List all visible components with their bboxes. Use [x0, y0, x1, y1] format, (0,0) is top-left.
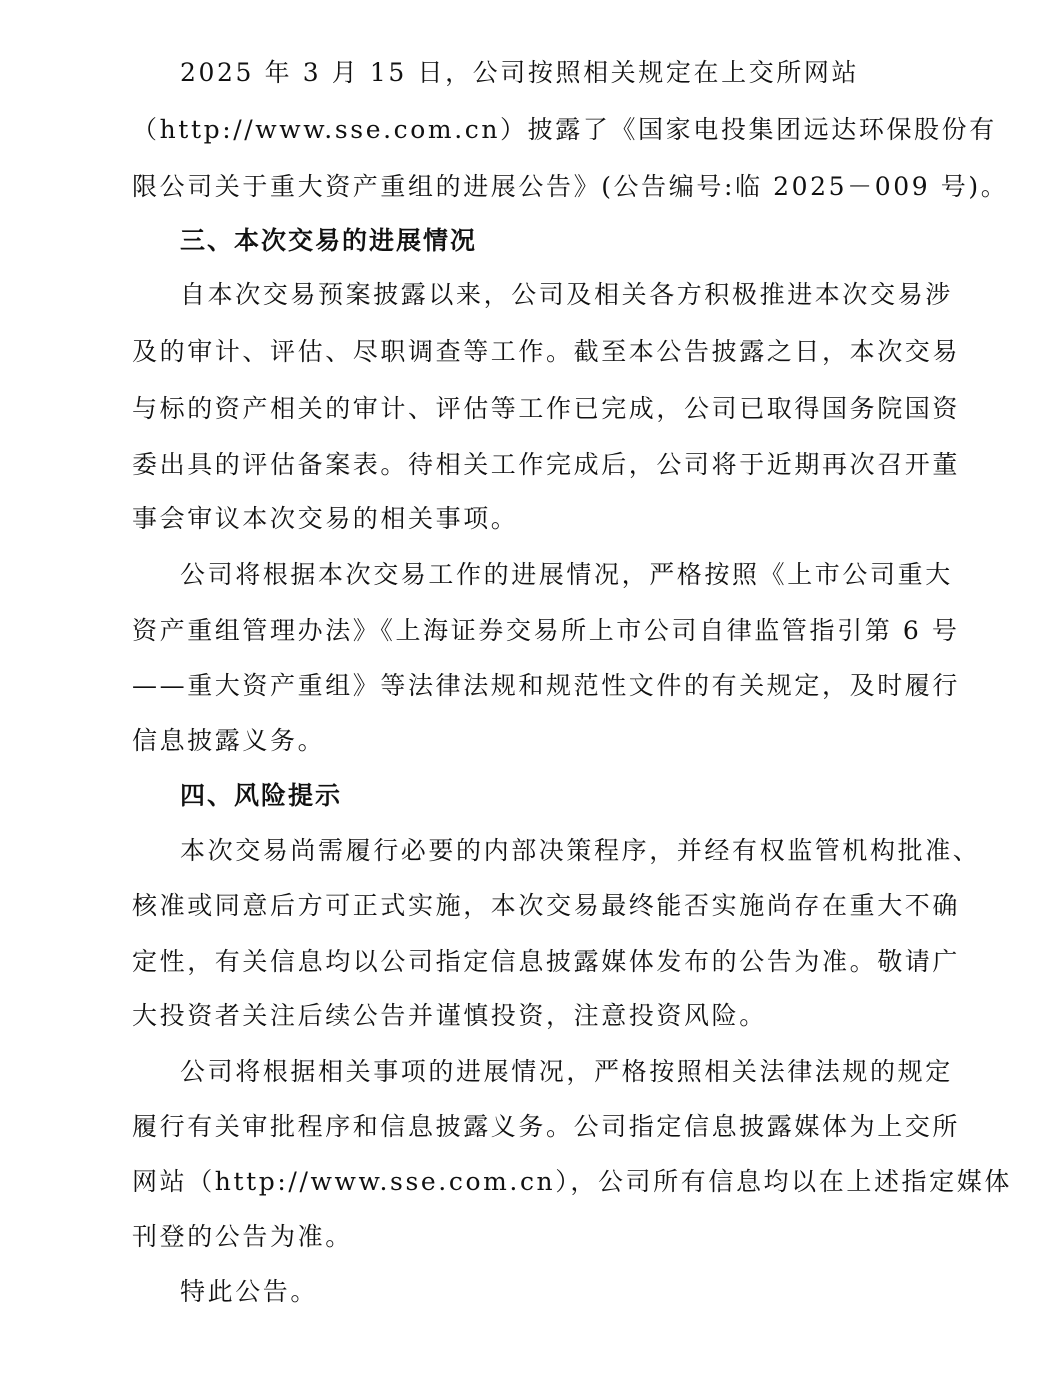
paragraph-line: 核准或同意后方可正式实施，本次交易最终能否实施尚存在重大不确: [132, 891, 961, 920]
closing-statement: 特此公告。: [180, 1277, 319, 1306]
paragraph-line: 网站（http://www.sse.com.cn），公司所有信息均以在上述指定媒体: [132, 1167, 1012, 1196]
section-3-heading: 三、本次交易的进展情况: [180, 226, 478, 255]
paragraph-line: ——重大资产重组》等法律法规和规范性文件的有关规定，及时履行: [132, 671, 961, 700]
paragraph-line: 公司将根据相关事项的进展情况，严格按照相关法律法规的规定: [180, 1057, 953, 1086]
intro-line-1: 2025 年 3 月 15 日，公司按照相关规定在上交所网站: [180, 58, 860, 87]
paragraph-line: 履行有关审批程序和信息披露义务。公司指定信息披露媒体为上交所: [132, 1112, 961, 1141]
paragraph-line: 公司将根据本次交易工作的进展情况，严格按照《上市公司重大: [180, 560, 953, 589]
paragraph-line: 大投资者关注后续公告并谨慎投资，注意投资风险。: [132, 1001, 767, 1030]
paragraph-line: 资产重组管理办法》《上海证券交易所上市公司自律监管指引第 6 号: [132, 616, 960, 645]
paragraph-line: 刊登的公告为准。: [132, 1222, 353, 1251]
paragraph-line: 委出具的评估备案表。待相关工作完成后，公司将于近期再次召开董: [132, 450, 961, 479]
intro-line-3: 限公司关于重大资产重组的进展公告》(公告编号:临 2025－009 号)。: [132, 172, 1009, 201]
paragraph-line: 与标的资产相关的审计、评估等工作已完成，公司已取得国务院国资: [132, 394, 961, 423]
paragraph-line: 及的审计、评估、尽职调查等工作。截至本公告披露之日，本次交易: [132, 337, 961, 366]
paragraph-line: 定性，有关信息均以公司指定信息披露媒体发布的公告为准。敬请广: [132, 947, 961, 976]
paragraph-line: 事会审议本次交易的相关事项。: [132, 504, 519, 533]
intro-line-2: （http://www.sse.com.cn）披露了《国家电投集团远达环保股份有: [132, 115, 997, 144]
paragraph-line: 自本次交易预案披露以来，公司及相关各方积极推进本次交易涉: [180, 280, 953, 309]
paragraph-line: 信息披露义务。: [132, 726, 326, 755]
section-4-heading: 四、风险提示: [180, 781, 343, 810]
paragraph-line: 本次交易尚需履行必要的内部决策程序，并经有权监管机构批准、: [180, 836, 981, 865]
